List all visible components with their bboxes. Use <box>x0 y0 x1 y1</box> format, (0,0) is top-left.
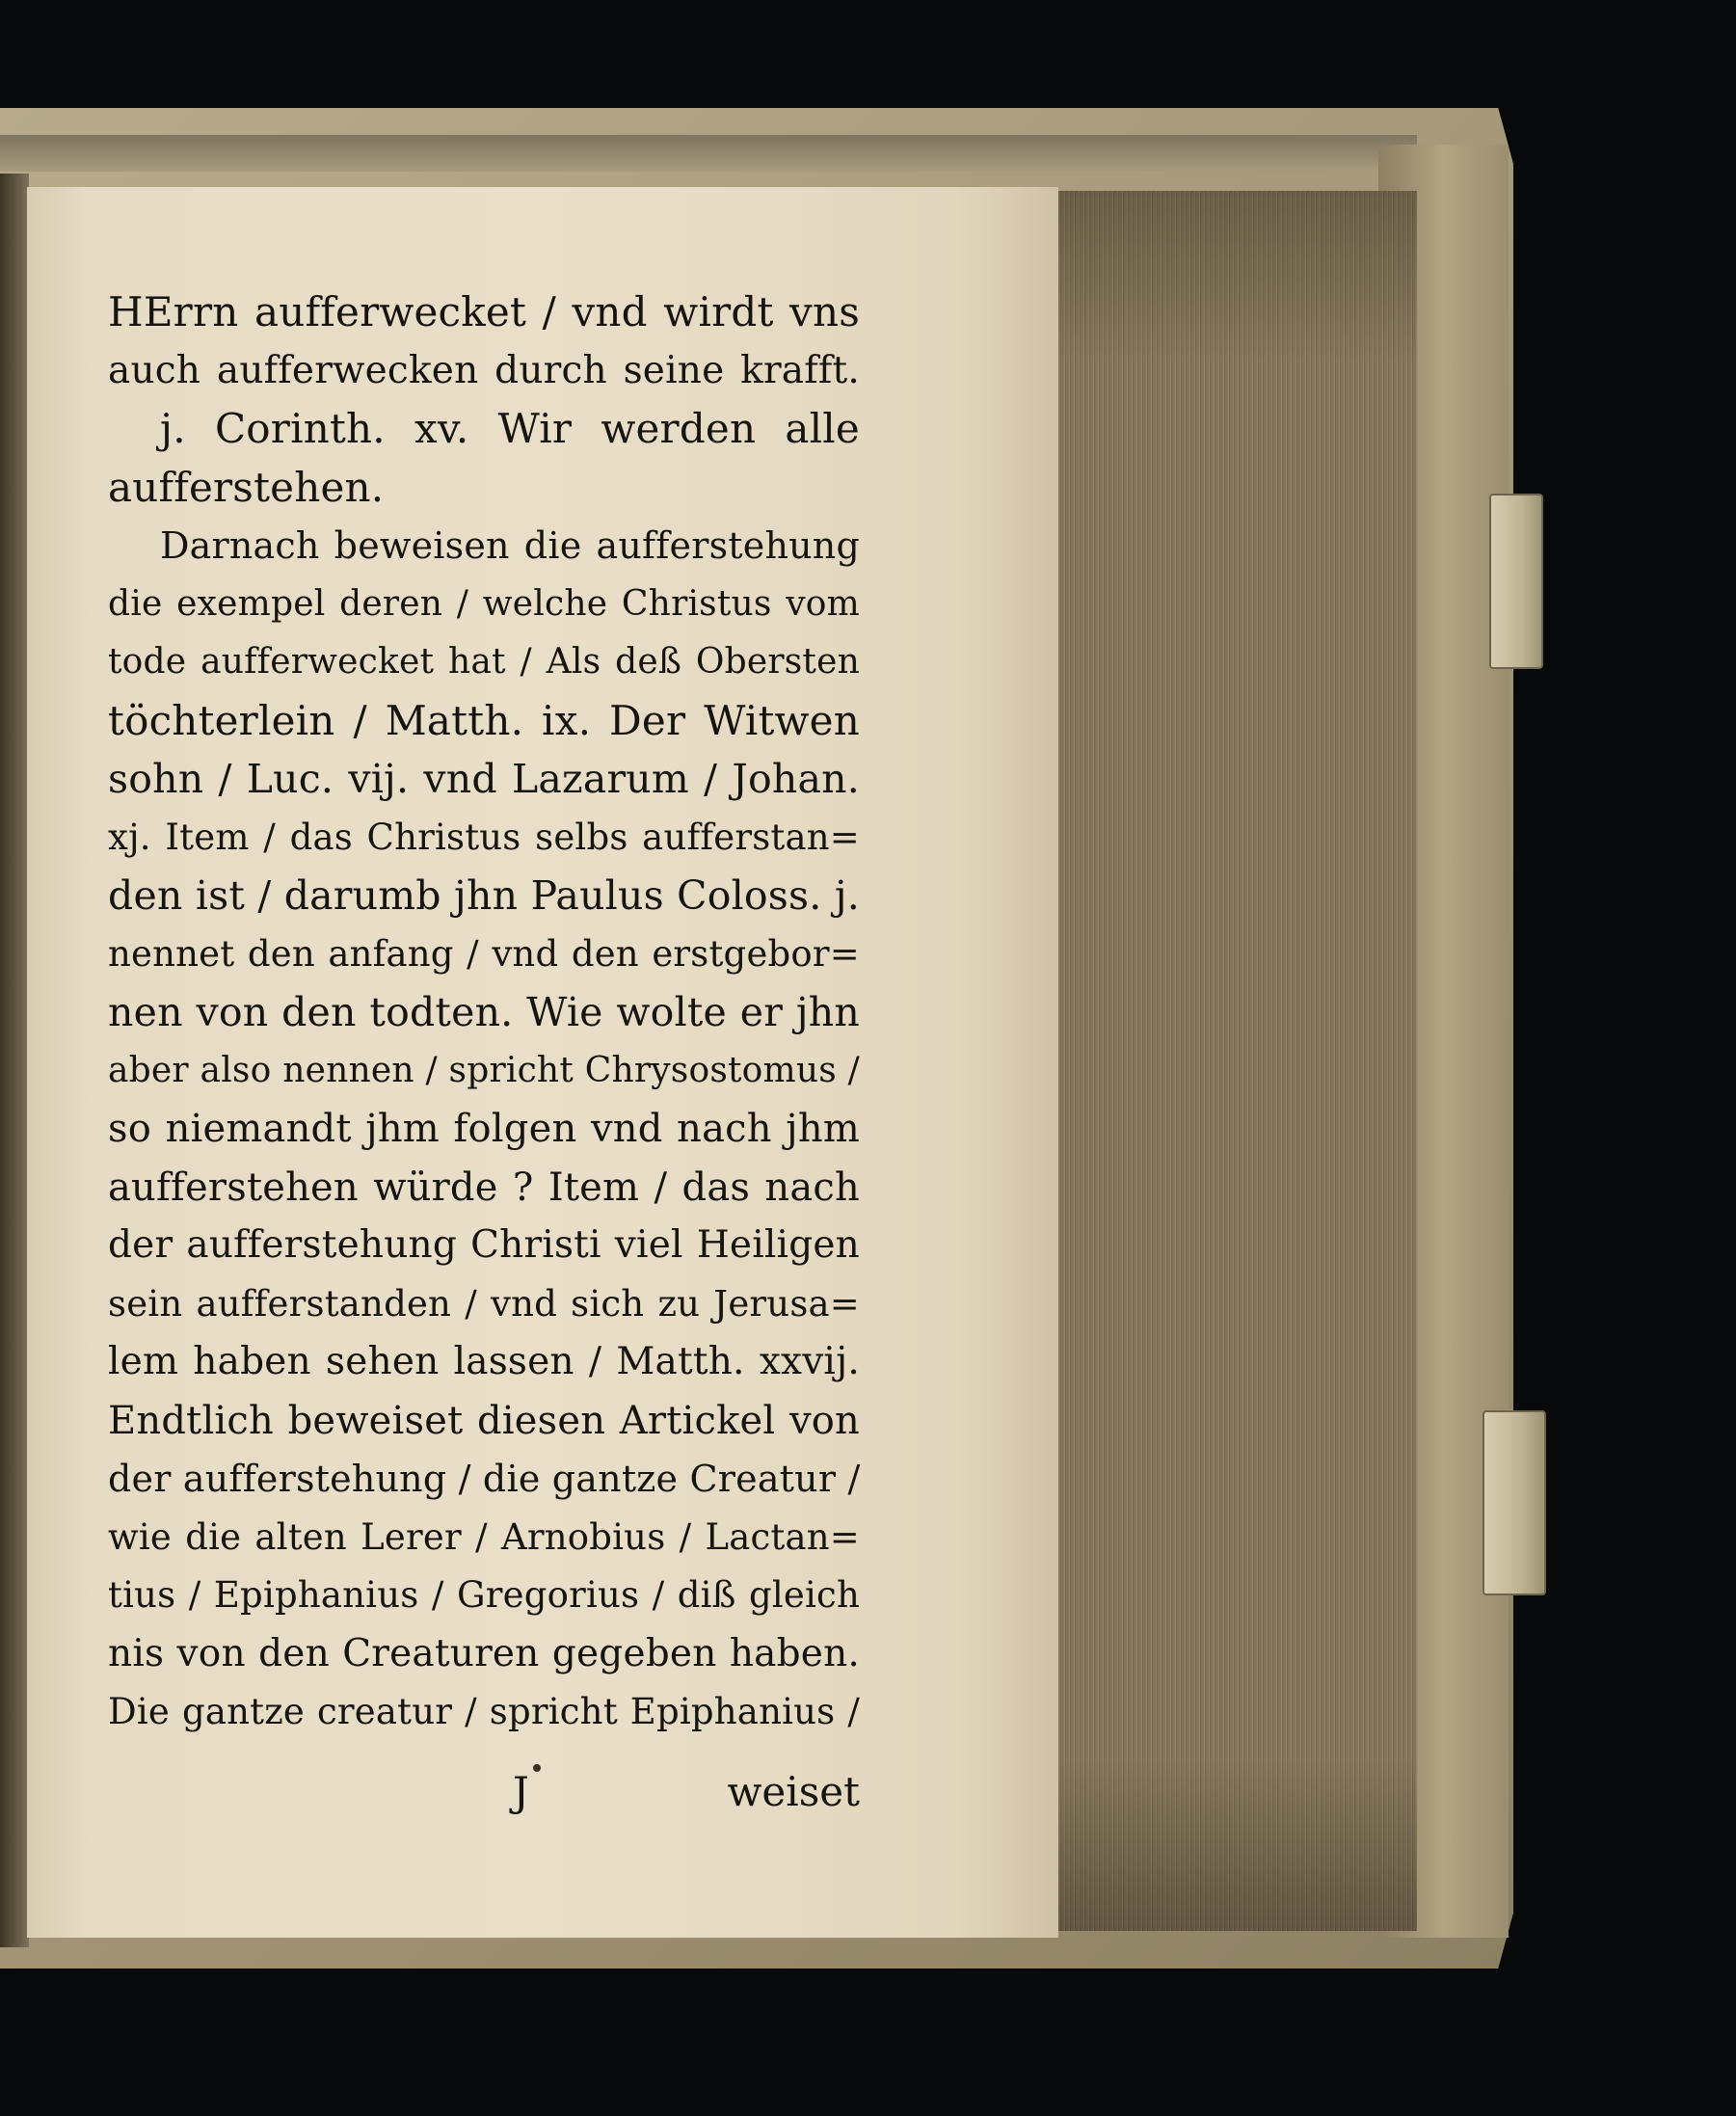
page-footer <box>108 1768 860 1835</box>
text-line: aufferstehen. <box>108 463 385 511</box>
text-line: sohn / Luc. vij. vnd Lazarum / Johan. <box>108 756 860 802</box>
text-line: auch aufferwecken durch seine krafft. <box>108 348 860 392</box>
ink-dot <box>533 1764 541 1772</box>
text-line: HErrn aufferwecket / vnd wirdt vns <box>108 288 860 335</box>
text-line: aber also nennen / spricht Chrysostomus / <box>108 1050 860 1090</box>
text-line: der aufferstehung Christi viel Heiligen <box>108 1223 860 1267</box>
text-line: der aufferstehung / die gantze Creatur / <box>108 1458 861 1500</box>
clasp-bottom <box>1482 1410 1546 1595</box>
text-line: aufferstehen würde ? Item / das nach <box>108 1165 860 1210</box>
text-line: tode aufferwecket hat / Als deß Obersten <box>108 642 860 682</box>
gutter-edge <box>0 174 29 1947</box>
text-line: sein aufferstanden / vnd sich zu Jerusa= <box>108 1282 860 1325</box>
text-line: töchterlein / Matth. ix. Der Witwen <box>108 696 860 744</box>
text-line: Endtlich beweiset diesen Artickel von <box>108 1398 860 1443</box>
text-line: so niemandt jhm folgen vnd nach jhm <box>108 1107 860 1151</box>
text-line: den ist / darumb jhn Paulus Coloss. j. <box>108 872 860 919</box>
clasp-top <box>1489 494 1543 669</box>
signature-mark: J <box>513 1768 529 1815</box>
page-stack-fore-edge <box>1051 191 1417 1931</box>
text-line: Die gantze creatur / spricht Epiphanius / <box>108 1691 860 1732</box>
cover-top-edge <box>0 135 1417 172</box>
text-line: die exempel deren / welche Christus vom <box>108 583 860 624</box>
text-line: tius / Epiphanius / Gregorius / diß gleich <box>108 1574 860 1616</box>
catchword: weiset <box>727 1768 860 1815</box>
text-line: xj. Item / das Christus selbs aufferstan= <box>108 816 860 858</box>
text-line: nen von den todten. Wie wolte er jhn <box>108 989 860 1035</box>
text-line: nennet den anfang / vnd den erstgebor= <box>108 932 860 975</box>
text-line: lem haben sehen lassen / Matth. xxvij. <box>108 1340 860 1383</box>
text-line: wie die alten Lerer / Arnobius / Lactan= <box>108 1515 860 1558</box>
text-line: j. Corinth. xv. Wir werden alle <box>160 405 860 452</box>
book-page <box>27 187 1058 1938</box>
text-line: Darnach beweisen die aufferstehung <box>160 524 860 567</box>
text-line: nis von den Creaturen gegeben haben. <box>108 1631 860 1675</box>
page-text <box>108 283 860 1742</box>
